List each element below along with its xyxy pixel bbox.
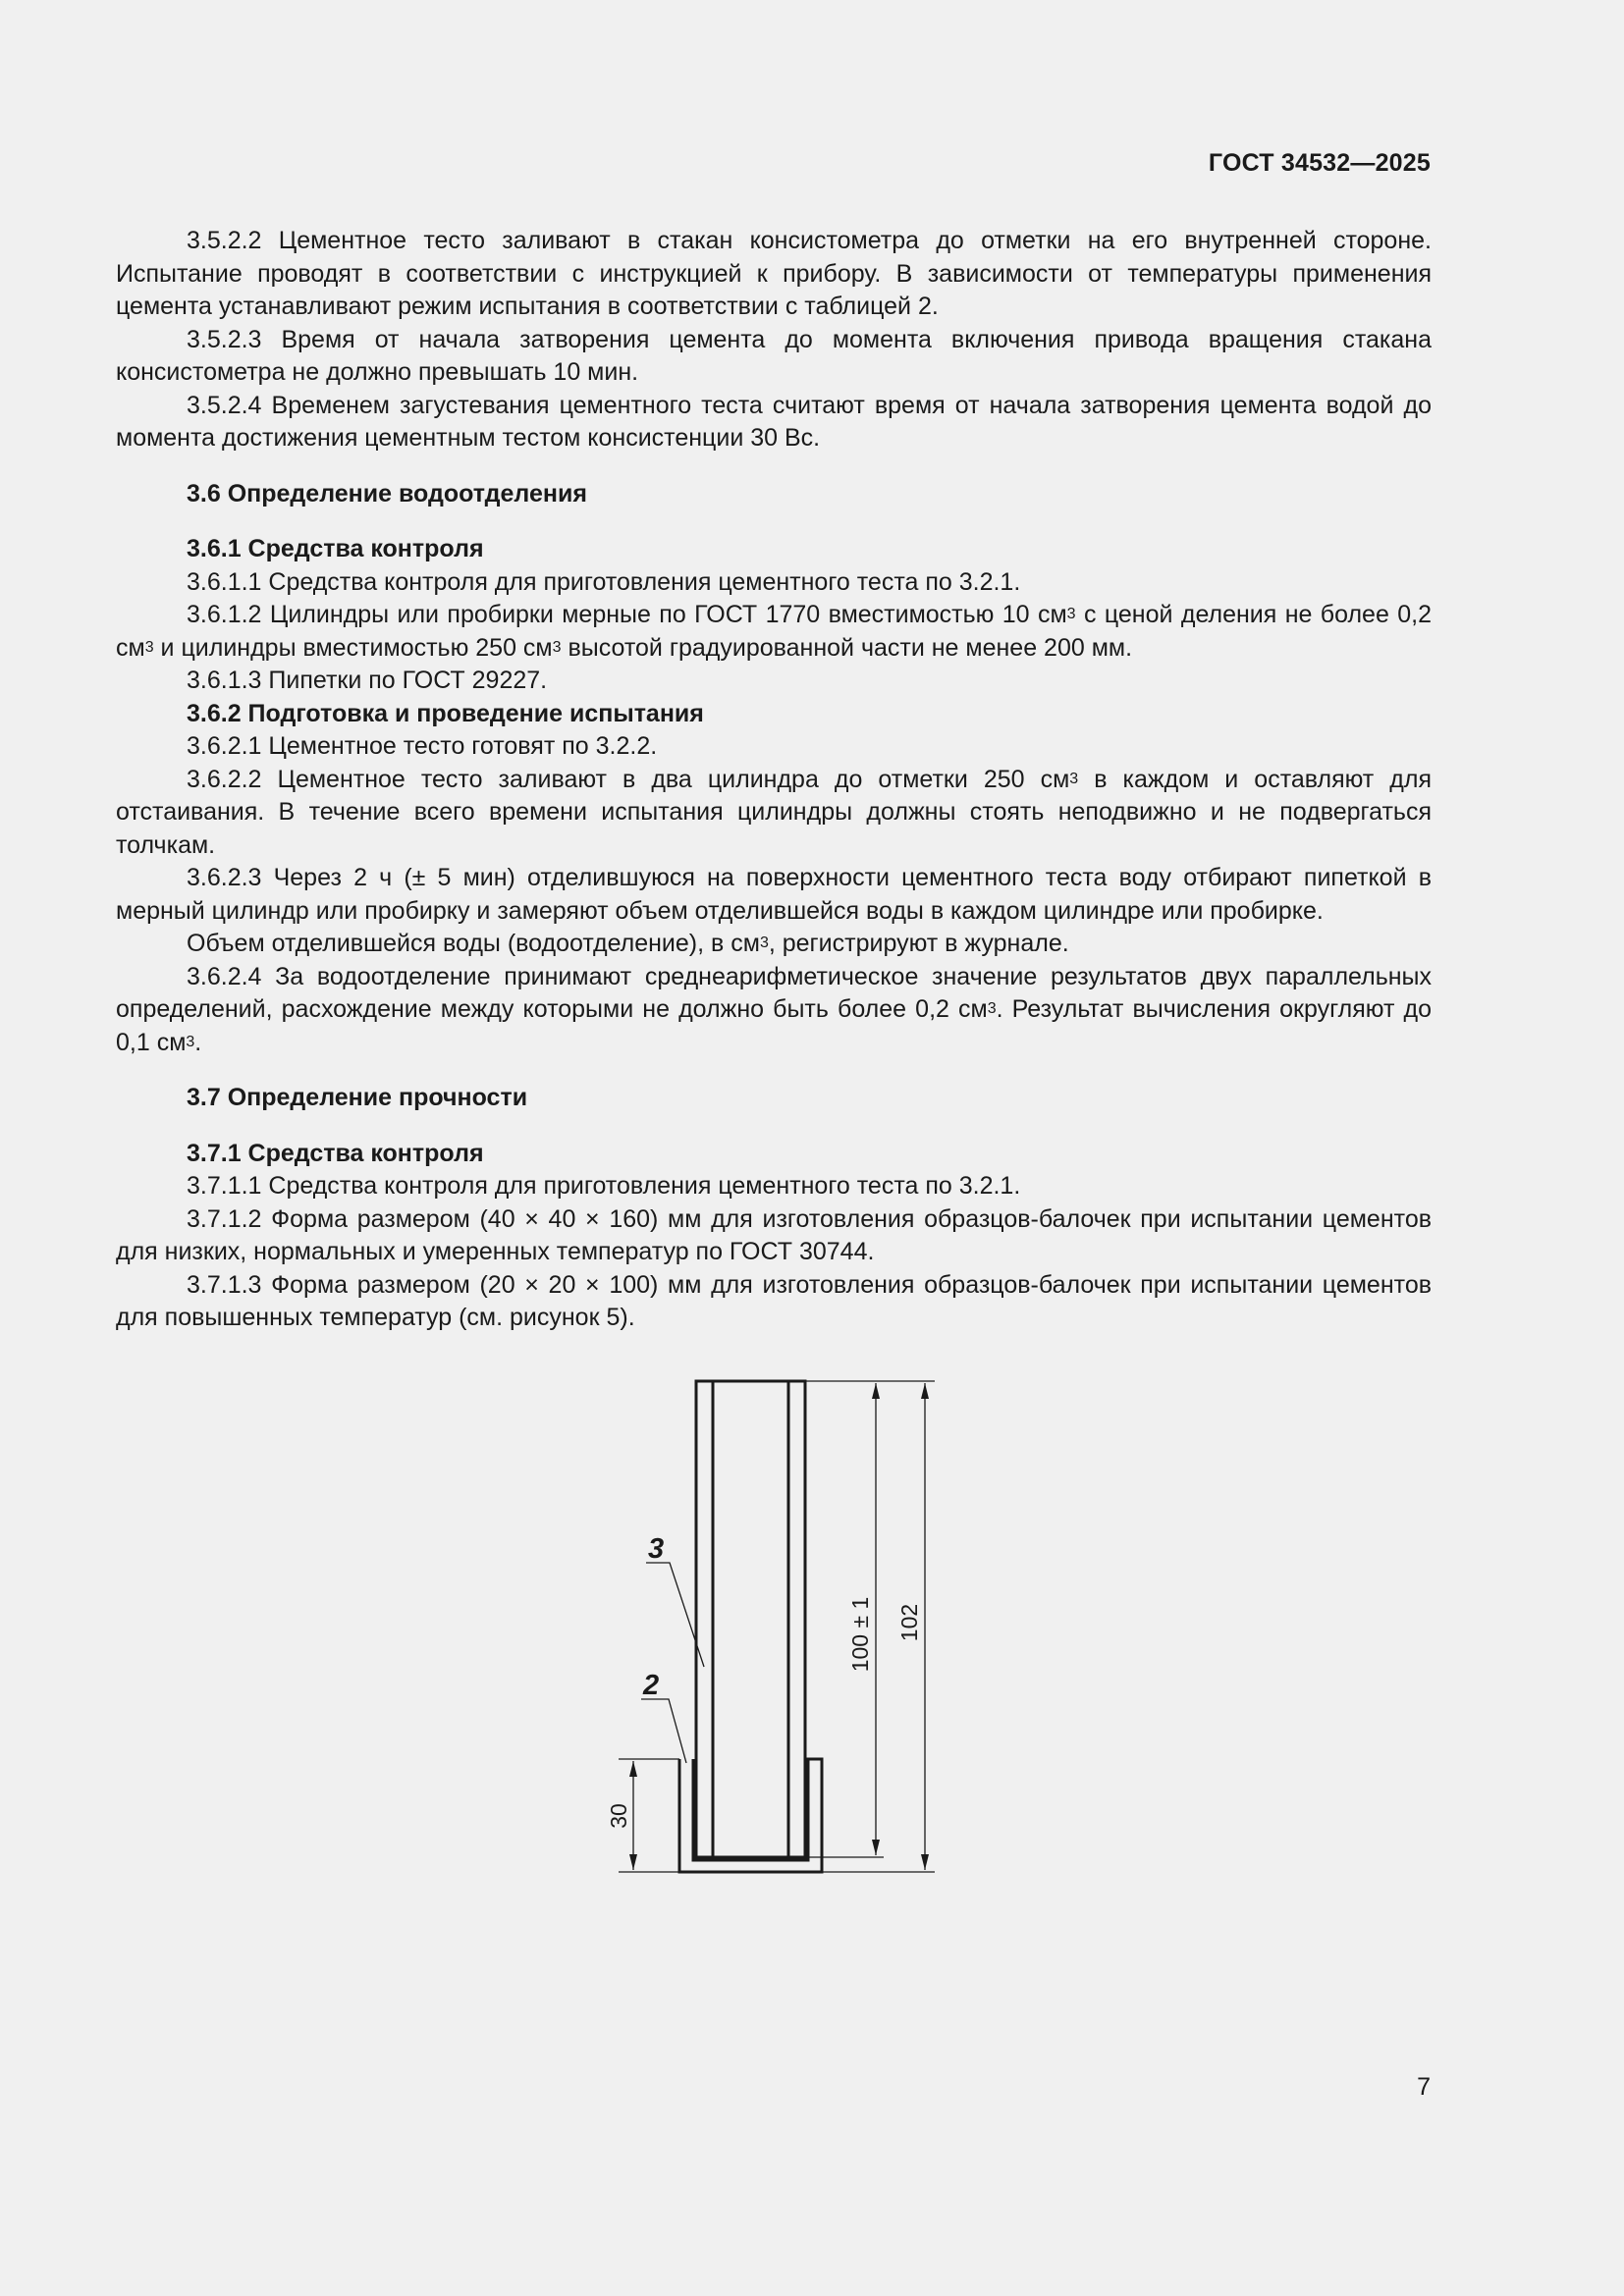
arrowhead (629, 1854, 637, 1870)
superscript: 3 (144, 638, 154, 656)
paragraph-3-6-2-1: 3.6.2.1 Цементное тесто готовят по 3.2.2. (187, 732, 658, 760)
text-run: . Результат вычисления округляют до 0,1 см (116, 995, 1433, 1056)
document-code: ГОСТ 34532—2025 (1208, 149, 1431, 177)
superscript: 3 (987, 1000, 997, 1017)
paragraph-3-5-2-2: 3.5.2.2 Цементное тесто заливают в стакан консистометра до отметки на его внутренней стороне. Испытание проводят в соответствии с инструкцией к прибору. В зависимости от температуры применения цемента устанавливают режим испытания в соответствии с таблицей 2. (116, 227, 1432, 320)
text-run: , регистрируют в журнале. (768, 930, 1069, 957)
text-run: 3.6.2.2 Цементное тесто заливают в два цилиндра до отметки 250 см (187, 765, 1070, 793)
superscript: 3 (1069, 770, 1079, 787)
arrowhead (872, 1383, 880, 1399)
arrowhead (921, 1854, 929, 1870)
document-body (116, 225, 1432, 1335)
callout-label-2: 2 (643, 1670, 660, 1701)
mold-base-outline (679, 1759, 822, 1872)
mold-left-plate (696, 1381, 713, 1857)
paragraph-3-6-1-3: 3.6.1.3 Пипетки по ГОСТ 29227. (187, 667, 548, 694)
paragraph-3-6-2-3: 3.6.2.3 Через 2 ч (± 5 мин) отделившуюся на поверхности цементного теста воду отбирают пипеткой в мерный цилиндр или пробирку и замеряют объем отделившейся воды в каждом цилиндре или пробирке. (116, 864, 1432, 925)
arrowhead (872, 1840, 880, 1855)
paragraph-volume (116, 928, 1432, 961)
text-run: и цилиндры вместимостью 250 см (153, 633, 553, 662)
text-run: . (194, 1028, 202, 1056)
paragraph-3-6-1-2 (116, 599, 1432, 665)
text-run: Объем отделившейся воды (водоотделение), в см (187, 930, 760, 957)
paragraph-3-5-2-3: 3.5.2.3 Время от начала затворения цемента до момента включения привода вращения стакана консистометра не должно превышать 10 мин. (116, 325, 1432, 386)
superscript: 3 (186, 1033, 195, 1050)
paragraph-3-6-1-1: 3.6.1.1 Средства контроля для приготовления цементного теста по 3.2.1. (187, 567, 1021, 596)
mold-drawing-figure (589, 1369, 952, 1890)
superscript: 3 (1066, 606, 1076, 622)
text-run: в каждом и оставляют для отстаивания. В течение всего времени испытания цилиндры должны стоять неподвижно и не подвергаться толчкам. (116, 765, 1432, 859)
text-run: высотой градуированной части не менее 200 мм. (561, 633, 1133, 662)
dimension-label-30: 30 (606, 1803, 631, 1829)
heading-3-7: 3.7 Определение прочности (187, 1084, 528, 1111)
dimension-label-100: 100 ± 1 (847, 1596, 873, 1673)
page-number: 7 (1417, 2073, 1431, 2101)
paragraph-3-6-2-4 (116, 961, 1432, 1060)
paragraph-3-5-2-4: 3.5.2.4 Временем загустевания цементного теста считают время от начала затворения цемента водой до момента достижения цементным тестом консистенции 30 Вс. (116, 391, 1432, 452)
heading-3-6: 3.6 Определение водоотделения (187, 479, 587, 507)
paragraph-3-6-2-2 (116, 764, 1432, 863)
text-run: с ценой деления не более 0,2 см (116, 601, 1432, 662)
mold-right-plate (788, 1381, 805, 1857)
heading-3-6-2: 3.6.2 Подготовка и проведение испытания (187, 699, 704, 727)
arrowhead (921, 1383, 929, 1399)
heading-3-7-1: 3.7.1 Средства контроля (187, 1139, 484, 1167)
text-run: 3.6.2.4 За водоотделение принимают среднеарифметическое значение результатов двух параллельных определений, расхождение между которыми не должно быть более 0,2 см (116, 962, 1432, 1023)
arrowhead (629, 1761, 637, 1777)
superscript: 3 (552, 638, 562, 656)
paragraph-3-7-1-3: 3.7.1.3 Форма размером (20 × 20 × 100) мм для изготовления образцов-балочек при испытании цементов для повышенных температур (см. рисунок 5). (116, 1270, 1432, 1331)
heading-3-6-1: 3.6.1 Средства контроля (187, 535, 484, 562)
text-run: 3.6.1.2 Цилиндры или пробирки мерные по ГОСТ 1770 вместимостью 10 см (187, 601, 1067, 628)
paragraph-3-7-1-1: 3.7.1.1 Средства контроля для приготовления цементного теста по 3.2.1. (187, 1172, 1021, 1200)
leader-line-2 (641, 1699, 686, 1763)
superscript: 3 (759, 934, 769, 951)
paragraph-3-7-1-2: 3.7.1.2 Форма размером (40 × 40 × 160) мм для изготовления образцов-балочек при испытании цементов для низких, нормальных и умеренных температур по ГОСТ 30744. (116, 1204, 1432, 1265)
callout-label-3: 3 (648, 1533, 665, 1565)
dimension-label-102: 102 (896, 1603, 922, 1642)
